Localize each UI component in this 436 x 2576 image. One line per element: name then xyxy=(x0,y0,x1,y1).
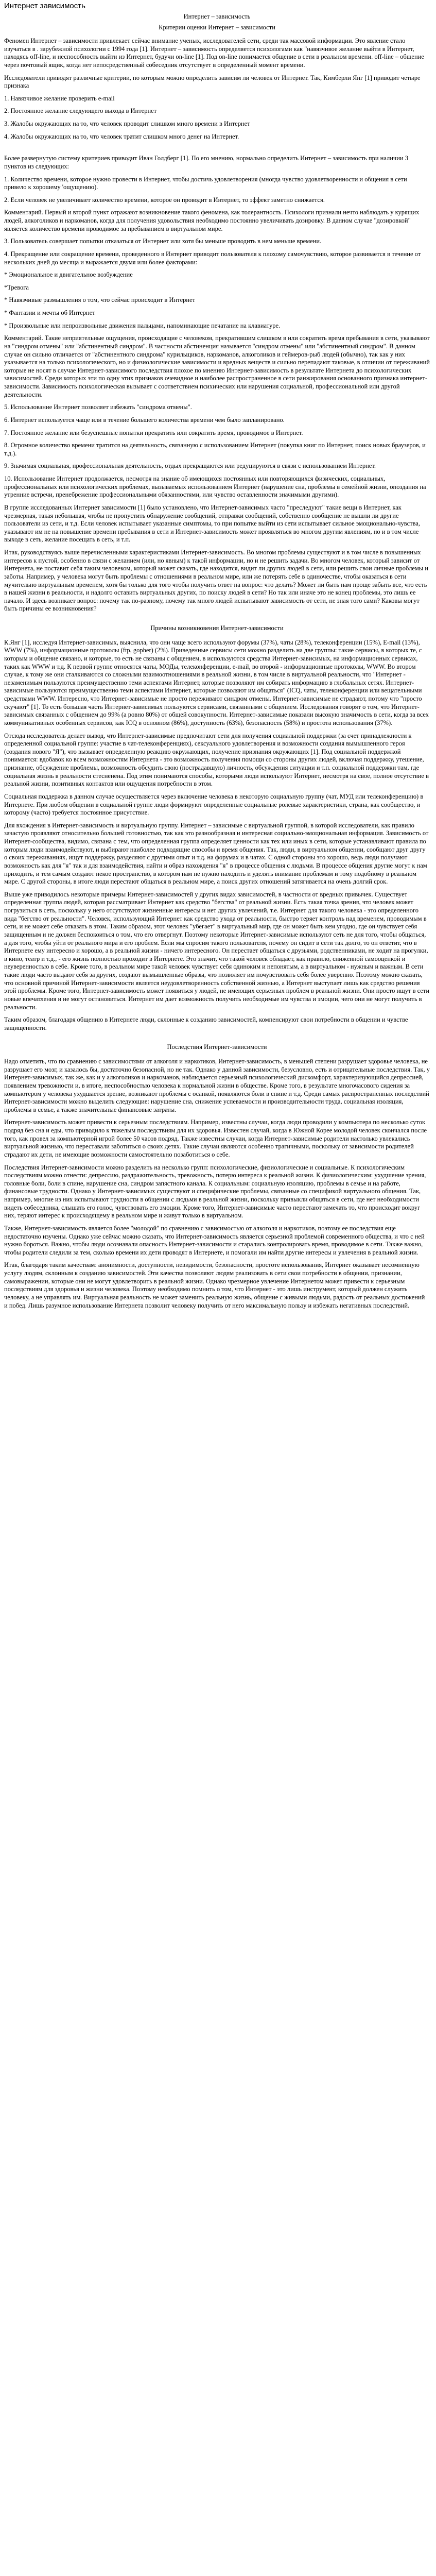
paragraph: Выше уже приводилось некоторые примеры Интернет-зависимостей у других видах зависимостей, в частности от вредных привычек. Существует определенная группа людей, которая рассматривает Интернет как средство "бегства" от реальной жизни. Есть такая точка зрения, что человек может погрузиться в сеть, поскольку у него отсутствуют жизненные интересы и нет других увлечений, т.е. Интернет для такого человека - это определенного вида "бегство от реальности". Человек, использующий Интернет как средство ухода от реальности, быстро теряет контроль над временем, проводимым в сети, и не может себе отказать в этом. Таким образом, этот человек "убегает" в виртуальный мир, где он может быть кем угодно, где он чувствует себя защищенным и не должен беспокоиться о том, что его отвергнут. Поэтому некоторые Интернет-зависимые используют сеть не для того, чтобы общаться, а для того, чтобы уйти от реального мира и его проблем. Если мы спросим такого пользователя, почему он сидит в сети так долго, то он ответит, что в Интернете ему интересно и хорошо, а в реальной жизни - ничего интересного. Он перестает общаться с друзьями, родственниками, не ходит на прогулки, в кино, театр и т.д., - его жизнь полностью проходит в Интернете. Это значит, что такой человек обладает, как правило, сниженной самооценкой и неуверенностью в себе. Кроме того, в реальном мире такой человек чувствует себя одиноким и непонятым, а в виртуальном - нужным и важным. В сети такие люди часто выдают себя за других, создают вымышленные образы, что позволяет им почувствовать себя более уверенно. Поэтому можно сказать, что основной причиной Интернет-зависимости является неудовлетворенность собственной жизнью, а Интернет выступает лишь как средство решения этой проблемы. Кроме того, Интернет-зависимость может появиться у людей, не имеющих серьезных проблем в реальной жизни. Они просто ищут в сети новые впечатления и не могут остановиться. Интернет им дает возможность получить необходимые им чувства и эмоции, чего они не могут получить в реальности. xyxy=(4,890,430,1011)
list-item: * Фантазии и мечты об Интернет xyxy=(4,309,95,316)
paragraph: Итак, руководствуясь выше перечисленными характеристиками Интернет-зависимость. Во многом проблемы существуют и в том числе в повышенных интересов к пустой, особенно в связи с желанием (или, но явным) к такой информации, но и не решить задачи. Во многом человек, который зависит от Интернета, не поставит себя таким человеком, который может сказать, где находится, видит ли других людей в сети, или решить свои личные проблемы и заботы. Например, у человека могут быть проблемы с отношениями в реальном мире, или же потерять себе в одиночестве, чтобы оказаться в сети мучительно виртуальным временем, хотя бы только для того чтобы получить ответ на вопрос: что делать? Может ли быть нам проще забыть все, что есть в нашей жизни в реальности, и надолго оставить виртуальных других, по поиску людей в сети? Но так или иначе это не конец проблемы, это лишь ее начало. И здесь возникает вопрос: почему так по-разному, почему так много людей испытывают зависимость от сети, не зная того сами? Каковы могут быть причины ее возникновения? xyxy=(4,549,428,613)
paragraph: Последствия Интернет-зависимости можно разделить на несколько групп: психологические, физиологические и социальные. К психологическим последствиям можно отнести: депрессию, раздражительность, тревожность, потерю интереса к реальной жизни. К физиологическим: ухудшение зрения, головные боли, боли в спине, нарушение сна, синдром запястного канала. К социальным: социальную изоляцию, проблемы в семье и на работе, финансовые трудности. Однако у Интернет-зависимых существуют и специфические проблемы, связанные со спецификой виртуального общения. Так, например, многие из них испытывают трудности в общении с людьми в реальной жизни, поскольку привыкли общаться в сети, где нет необходимости видеть собеседника, слышать его голос, чувствовать его эмоции. Кроме того, Интернет-зависимые часто перестают замечать то, что происходит вокруг них, теряют интерес к происходящему в реальном мире и живут только в виртуальном. xyxy=(4,1163,426,1219)
document-title: Интернет – зависимость xyxy=(183,12,251,20)
paragraph: К.Янг [1], исследуя Интернет-зависимых, выяснила, что они чаще всего используют форумы (37%), чаты (28%), телеконференции (15%), E-mail (13%), WWW (7%), информационные протоколы (ftp, gopher) (2%). Приведенные сервисы сети можно разделить на две группы: такие сервисы, в которых те, с которым и общение связано, и которые, то есть не связаны с общением, в используются средства Интернет-зависимых, на информационных сервисах, таких как WWW и т.д. К первой группе относятся чаты, МОДы, телеконференции, e-mail, во второй - информационные протоколы, WWW. Во втором случае, к тому же они сталкиваются со сложными взаимоотношениями в реальной жизни, в том числе в виртуальной реальности, что "Интернет - незаменимым пользуются преимущественно теми аспектами Интернет, которые позволяют им собирать информацию в глобальных сетях. Интернет-зависимые пользуются преимущественно теми аспектами Интернет, которые позволяют им общаться" (ICQ, чаты, телеконференции или вещательными средствами WWW. Интересно, что Интернет-зависимые не просто переживают синдром отмены. Интернет-зависимые не страдают, потому что "просто скучают" [1]. То есть большая часть Интернет-зависимых пользуются сервисами, связанными с общением. Исследования говорят о том, что Интернет-зависимых связанных с общением до 99% (а ровно 80%) от общей совокупности. Интернет-зависимые показали высокую значимость в сети, когда за всех коммуникативных особенных сервисов, как ICQ в основном (86%), доступность (63%), безопасность (58%) и простота использования (37%). xyxy=(4,638,429,726)
paragraph: Итак, благодаря таким качествам: анонимности, доступности, невидимости, безопасности, простоте использования, Интернет оказывает несомненную услугу людям, склонным к созданию зависимостей. Эти качества позволяют людям реализовать в сети свои потребности в общении, признании, самовыражении, которые они не могут удовлетворить в реальной жизни. Однако чрезмерное увлечение Интернетом может привести к серьезным последствиям для здоровья и жизни человека. Поэтому необходимо помнить о том, что Интернет - это лишь инструмент, который должен служить человеку, а не управлять им. Виртуальная реальность не может заменить реальную жизнь, общение с живыми людьми, радость от реальных достижений и побед. Лишь разумное использование Интернета позволит человеку получить от него максимальную пользу и избежать негативных последствий. xyxy=(4,1261,425,1309)
list-item: 1. Количество времени, которое нужно провести в Интернет, чтобы достичь удовлетворения (многда чувство удовлетворенности и общения в сети привело к хорошему 'ощущению). xyxy=(4,175,407,191)
paragraph: Отсюда исследователь делает вывод, что Интернет-зависимые предпочитают сети для получения социальной поддержки (за счет принадлежности к определенной социальной группе: участие в чат-телеконференциях), сексуального удовлетворения и возможности создания вымышленного героя (создания нового "Я"), что вызывает определенную реакцию окружающих, получение признания окружающих [1]. Под социальной поддержкой понимается: вдобавок ко всем возможностям Интернета - это возможность получения помощи со стороны других людей, включая поддержку, утешение, признание, обсуждение проблемы, возможность обсудить свою (пострадавшую) личность, обсуждения ситуации и т.п. социальной поддержки там, где социальная жизнь в реальности стесненена. Под этим понимаются способы, которыми люди используют Интернет, несмотря на свое, полное отсутствие в реальной жизни, позитивных контактов или ощущения потребности в этом. xyxy=(4,732,429,788)
document-subtitle: Критерии оценки Интернет – зависимости xyxy=(159,24,275,31)
paragraph: Более развернутую систему критериев приводит Иван Голдберг [1]. По его мнению, нормально определить Интернет – зависимость при наличии 3 пунктов из следующих: xyxy=(4,155,408,170)
section-title-causes: Причины возникновения Интернет-зависимости xyxy=(150,624,284,632)
section-consequences xyxy=(4,1058,430,1310)
list-item: 6. Интернет используется чаще или в течение большего количества времени чем было запланировано. xyxy=(4,416,285,423)
paragraph: Феномен Интернет – зависимости привлекает сейчас внимание ученых, исследователей сети, среди так массовой информации. Это явление стало изучаться в . зарубежной психологии с 1994 года [1]. Интернет – зависимость определяется психологами как "навязчивое желание выйти в Интернет, находясь off-line, и неспособность выйти из Интернет, будучи on-line [1]. Под on-line понимается общение в сети в реальном времени. off-line – общение через почтовый ящик, когда нет непосредственный собеседник отсутствует в определенный момент времени. xyxy=(4,37,424,69)
paragraph: Интернет-зависимость может привести к серьезным последствиям. Например, известны случаи, когда люди проводили у компьютера по несколько суток подряд без сна и еды, что приводило к тяжелым последствиям для их здоровья. Известен случай, когда в Южной Корее молодой человек скончался после того, как провел за компьютерной игрой более 50 часов подряд. Также известны случаи, когда Интернет-зависимые родители настолько увлекались виртуальной жизнью, что переставали заботиться о своих детях. Такие случаи являются особенно трагичными, поскольку от зависимости родителей страдают их дети, не имеющие возможности самостоятельно позаботиться о себе. xyxy=(4,1118,427,1158)
list-item: 2. Если человек не увеличивает количество времени, которое он проводит в Интернет, то эффект заметно снижается. xyxy=(4,196,325,204)
list-item: 1. Навязчивое желание проверить e-mail xyxy=(4,94,115,102)
page-title: Интернет зависимость xyxy=(4,2,85,10)
list-item: 7. Постоянное желание или безуспешные попытки прекратить или сократить время, проводимое в Интернет. xyxy=(4,429,303,436)
paragraph: Исследователи приводят различные критерии, по которым можно определить зависим ли человек от Интернет. Так, Кимберли Янг [1] приводит четыре признака xyxy=(4,74,421,90)
list-item: 8. Огромное количество времени тратится на деятельность, связанную с использованием Интернет (покупка книг по Интернет, поиск новых браузеров, и т.д.). xyxy=(4,442,426,457)
paragraph: Комментарий. Такие неприятельные ощущения, происходящие с человеком, прекратившим слишком в или сократить время пребывания в сети, указывают на "синдром отмены" или "абстинентный синдром". В частности абстиненция называется "синдром отмены" или "абстинентный синдром". В данном случае он сильно отличается от "абстинентного синдрома" курильщиков, наркоманов, алкоголиков и геймеров-рыб людей (обычно), так как у них указывается на только психологического, но и физиологические зависимости и вредных веществ и сильно перепадают таковые, в отличии от переживаний которые не носят в случае Интернет-зависимого последствия плохое по мнению Интернет-зависимость в результате Интернета до психологических зависимостей. Среди которых эти по одну этих признаков очевидное и наиболее распространенное в сети ранжирования основанного признака интернет-зависимости. Зависимость психологическая вызывает с соответствием психических или нарушения социальной, профессиональной или другой деятельности. xyxy=(4,334,430,398)
spacer xyxy=(4,145,430,155)
list-item: 4. Жалобы окружающих на то, что человек тратит слишком много денег на Интернет. xyxy=(4,132,239,140)
paragraph: Комментарий. Первый и второй пункт отражают возникновение такого феномена, как толерантность. Психологи признали нечто наблюдать у курящих людей, алкоголиков и наркоманов, когда для получения удовольствия необходимо постоянно увеличивать дозировку. В данном случае "дозировкой" является количество времени проводимое за пребыванием в виртуальном мире. xyxy=(4,209,420,232)
paragraph: Также, Интернет-зависимость является более "молодой" по сравнению с зависимостью от алкоголя и наркотиков, поэтому ее последствия еще недостаточно изучены. Однако уже сейчас можно сказать, что Интернет-зависимость является серьезной проблемой современного общества, и что с ней нужно бороться. Важно, чтобы люди осознавали опасность Интернет-зависимости и старались контролировать время, проводимое в сети. Также важно, чтобы родители следили за тем, сколько времени их дети проводят в Интернете, и помогали им найти другие интересы и увлечения в реальной жизни. xyxy=(4,1224,425,1256)
list-item: 2. Постоянное желание следующего выхода в Интернет xyxy=(4,107,157,115)
paragraph: Для вхождения в Интернет-зависимость и виртуальную группу. Интернет – зависимые с виртуальной группой, в которой исследователи, как правило зачастую проявляют относительно большей готовностью, так как это разнообразная и интересная социально-эмоциональная информация. Зависимость от Интернет-сообщества, видимо, связана с тем, что определенная группа определяет ценности как тех или иных в сети, которые устанавливают правила по которым люди взаимодействуют, и выбирают наиболее подходящие способы и время общения. Так, люди, в виртуальном общении, сообщают друг другу о своих переживаниях, ищут поддержку, разделяют с другими опыт и т.д. на форумах и в чатах. С одной стороны это хорошо, ведь люди получают возможность как для "я" так и для взаимодействия, найти и образ нахождения "я" в процессе общения с людьми. В процессе общения другие могут к нам приходить, и тем самым создают некое пространство, в котором нам не нужно находить и уделять внимание проблемам и тому подобному в реальном мире. С другой стороны, в итоге люди перестают общаться в реальном мире, а поиск других отношений затягивается на очень долгий срок. xyxy=(4,821,429,886)
list-item: 5. Использование Интернет позволяет избежать "синдрома отмены". xyxy=(4,403,192,411)
section-criteria xyxy=(4,37,430,613)
list-item: * Произвольные или непроизвольные движения пальцами, напоминающие печатание на клавиатуре. xyxy=(4,321,281,329)
list-item: 9. Значимая социальная, профессиональная деятельность, отдых прекращаются или редуцируются в связи с использованием Интернет. xyxy=(4,462,376,470)
paragraph: Таким образом, благодаря общению в Интернете люди, склонные к созданию зависимостей, компенсируют свои потребности в общении и чувстве защищенности. xyxy=(4,1016,408,1031)
list-item: 10. Использование Интернет продолжается, несмотря на знание об имеющихся постоянных или повторяющихся физических, социальных, профессиональных или психологических проблемах, вызываемых использованием Интернет (нарушение сна, проблемы в семейной жизни, опоздания на утренние встречи, пренебрежение профессиональными обязанностями, или чувство оставленности значимыми другими). xyxy=(4,475,426,499)
section-causes xyxy=(4,639,430,1032)
paragraph: В группе исследованных Интернет зависимости [1] было установлено, что Интернет-зависимых часто "преследуют" такие вещи в Интернет, как чрезмерная, такая небольшая, чтобы не пропустить обнаружение сообщений, отправки сообщений, собственно сообщение не вышли ли другие пользователи из сети, и т.д. Если человек испытывает указанные симптомы, то при попытке выйти из сети испытывает сильное эмоционально-чувства, указывают им не на повышение времени пребывания в сети и Интернет-зависимость может проявляться во многом другим явлениям, но и в том числе выходе в сеть, желание посещать в сеть, и т.п. xyxy=(4,503,421,544)
list-item: 4. Прекращение или сокращение времени, проведенного в Интернет приводит пользователя к плохому самочувствию, которое развивается в течение от нескольких дней до месяца и выражается двумя или более факторами: xyxy=(4,250,421,266)
section-title-consequences: Последствия Интернет-зависимости xyxy=(167,1043,267,1051)
list-item: * Эмоциональное и двигательное возбуждение xyxy=(4,271,133,279)
list-item: *Тревога xyxy=(4,283,29,291)
list-item: 3. Жалобы окружающих на то, что человек проводит слишком много времени в Интернет xyxy=(4,120,250,127)
paragraph: Социальная поддержка в данном случае осуществляется через включение человека в некоторую социальную группу (чат, МУД или телеконференцию) в Интернете. При любом общении в социальной группе люди формируют определенные социальные ролевые характеристики, страна, как сообщество, и которому (часто) требуется постоянное присутствие. xyxy=(4,792,424,817)
list-item: 3. Пользователь совершает попытки отказаться от Интернет или хотя бы меньше проводить в нем меньше времени. xyxy=(4,238,322,245)
list-item: * Навязчивые размышления о том, что сейчас происходит в Интернет xyxy=(4,296,196,304)
paragraph: Надо отметить, что по сравнению с зависимостями от алкоголя и наркотиков, Интернет-зависимость, в меньшей степени разрушает здоровье человека, не разрушает его мозг, и казалось бы, достаточно безопасной, но не так. Однако у данной зависимости, безусловно, есть и отрицательные последствия. Так, у Интернет-зависимых, так же, как и у алкоголиков и наркоманов, наблюдается серьезный психологический дискомфорт, характеризующийся депрессией, появлением тревожности и, в итоге, неспособностью человека к нормальной жизни в обществе. Кроме того, в результате многочасового сидения за компьютером у человека ухудшается зрение, возникают проблемы с осанкой, появляются боли в спине и т.д. Среди самых распространенных последствий Интернет-зависимости можно выделить следующие: нарушение сна, снижение успеваемости и производительности труда, социальная изоляция, проблемы в семье, а также значительные финансовые затраты. xyxy=(4,1058,430,1113)
